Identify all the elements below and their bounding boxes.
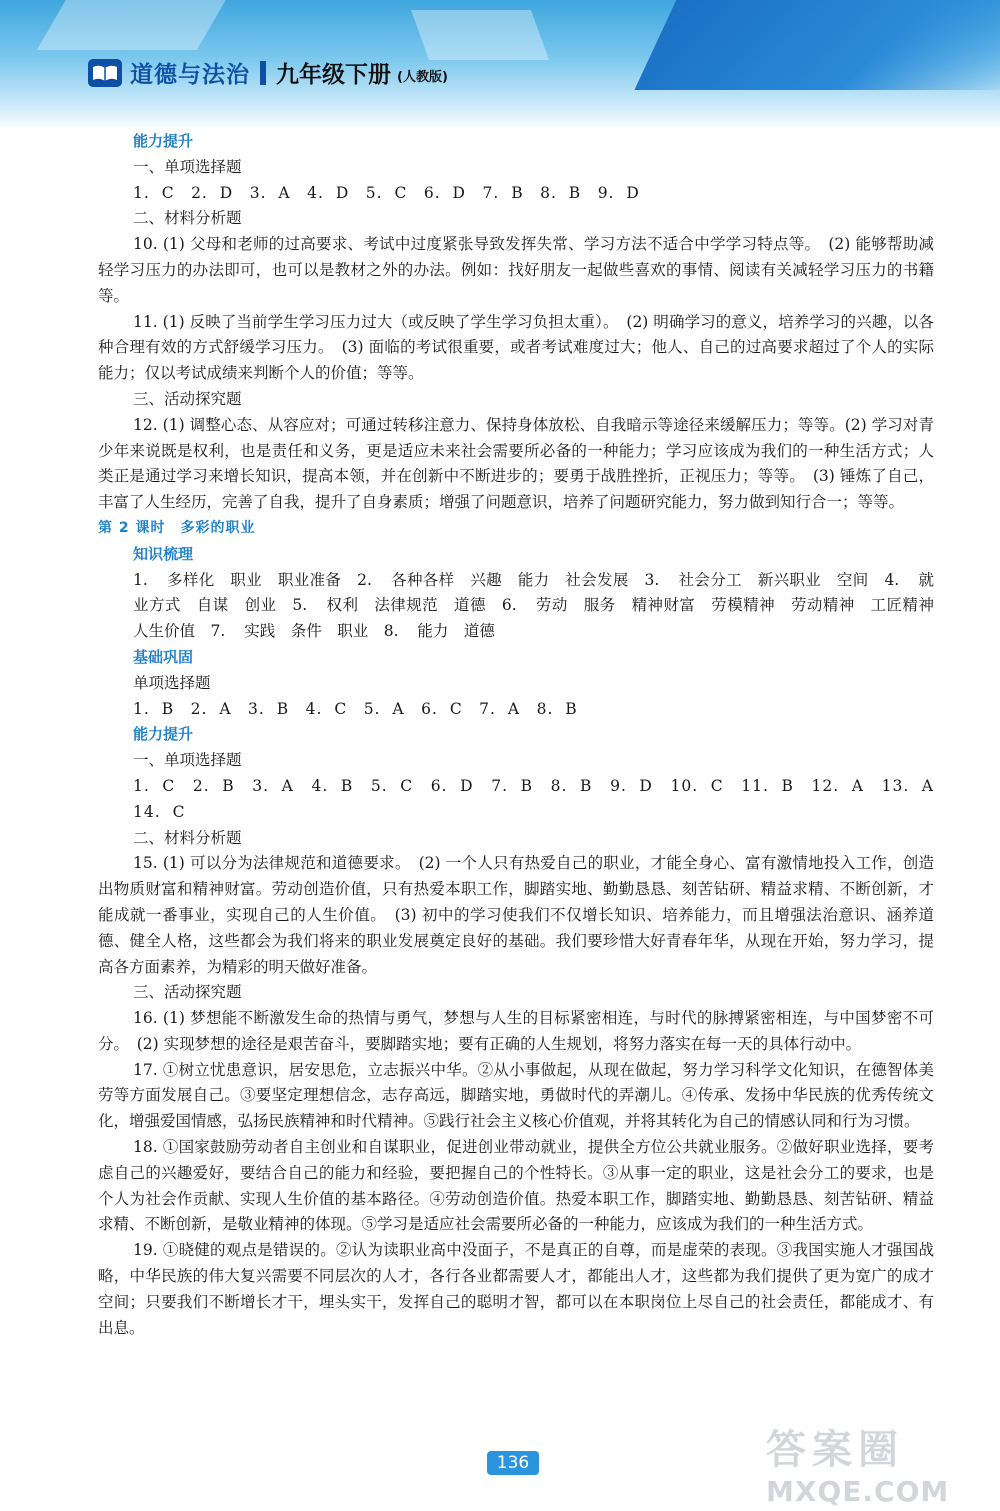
question-type-label: 三、活动探究题 [133,983,242,1002]
question-type-label: 二、材料分析题 [133,209,242,228]
edition-label: (人教版) [397,70,448,85]
section-heading: 能力提升 [133,132,194,150]
keyword-list: 1. 多样化 职业 职业准备 2. 各种各样 兴趣 能力 社会发展 3. 社会分工 新兴职业 空间 4. 就业方式 自谋 创业 5. 权利 法律规范 道德 6. 劳动 服务 精神财富 劳模精神 劳动精神 工匠精神 人生价值 7. 实践 条件 职业 8. 能力 道德 [133,570,950,641]
section-heading: 能力提升 [133,725,194,744]
page-number: 136 [487,1451,539,1475]
question-type-label: 二、材料分析题 [133,828,242,847]
section-heading: 基础巩固 [133,647,194,666]
banner-decoration [37,0,243,50]
question-type-label: 一、单项选择题 [133,157,242,176]
subject-title: 道德与法治 [130,62,250,88]
answer-paragraph: 19. ①晓健的观点是错误的。②认为读职业高中没面子，不是真正的自尊，而是虚荣的表现。③我国实施人才强国战略，中华民族的伟大复兴需要不同层次的人才，各行各业都需要人才，都能出人才，这些都为我们提供了更为宽广的成才空间；只要我们不断增长才干，埋头实干，发挥自己的聪明才智，都可以在本职岗位上尽自己的社会责任，都能成才、有出息。 [98,1241,934,1337]
watermark-url: MXQE.COM [766,1475,950,1508]
page-header [88,56,448,89]
section-heading: 知识梳理 [133,544,194,563]
grade-title: 九年级下册 [276,62,391,88]
answer-content [98,129,951,1341]
lesson-title: 第 2 课时 多彩的职业 [98,519,256,536]
question-type-label: 一、单项选择题 [133,751,242,770]
answer-paragraph: 16. (1) 梦想能不断激发生命的热情与勇气，梦想与人生的目标紧密相连，与时代的脉搏紧密相连，与中国梦密不可分。 (2) 实现梦想的途径是艰苦奋斗，要脚踏实地；要有正确的人生规划，将努力落实在每一天的具体行动中。 [98,1009,934,1053]
question-type-label: 单项选择题 [133,673,211,692]
banner-decoration [411,10,549,60]
answer-list: 1. B 2. A 3. B 4. C 5. A 6. C 7. A 8. B [133,699,578,718]
watermark-text: 答案圈 [766,1427,904,1473]
answer-paragraph: 17. ①树立忧患意识，居安思危，立志振兴中华。②从小事做起，从现在做起，努力学习科学文化知识，在德智体美劳等方面发展自己。③要坚定理想信念，志存高远，脚踏实地，勇做时代的弄潮儿。④传承、发扬中华民族的优秀传统文化，增强爱国情感，弘扬民族精神和时代精神。⑤践行社会主义核心价值观，并将其转化为自己的情感认同和行为习惯。 [98,1060,934,1131]
answer-paragraph: 18. ①国家鼓励劳动者自主创业和自谋职业，促进创业带动就业，提供全方位公共就业服务。②做好职业选择，要考虑自己的兴趣爱好，要结合自己的能力和经验，要把握自己的个性特长。③从事一定的职业，这是社会分工的要求，也是个人为社会作贡献、实现人生价值的基本路径。④劳动创造价值。热爱本职工作，脚踏实地、勤勤恳恳、刻苦钻研、精益求精、不断创新，是敬业精神的体现。⑤学习是适应社会需要所必备的一种能力，应该成为我们的一种生活方式。 [98,1138,934,1234]
title-separator [260,61,266,85]
open-book-icon [88,59,122,87]
answer-paragraph: 10. (1) 父母和老师的过高要求、考试中过度紧张导致发挥失常、学习方法不适合中学学习特点等。 (2) 能够帮助减轻学习压力的办法即可，也可以是教材之外的办法。例如：找好朋友一起做些喜欢的事情、阅读有关减轻学习压力的书籍等。 [98,235,934,305]
question-type-label: 三、活动探究题 [133,389,242,408]
answer-list: 1. C 2. D 3. A 4. D 5. C 6. D 7. B 8. B 9. D [133,183,640,202]
answer-paragraph: 12. (1) 调整心态、从容应对；可通过转移注意力、保持身体放松、自我暗示等途径来缓解压力；等等。(2) 学习对青少年来说既是权利，也是责任和义务，更是适应未来社会需要所必备的一种能力；学习应该成为我们的一种生活方式；人类正是通过学习来增长知识，提高本领，并在创新中不断进步的；要勇于战胜挫折，正视压力；等等。 (3) 锤炼了自己，丰富了人生经历，完善了自我，提升了自身素质；增强了问题意识，培养了问题研究能力，努力做到知行合一；等等。 [98,415,934,512]
banner-decoration [634,0,1000,90]
answer-paragraph: 11. (1) 反映了当前学生学习压力过大（或反映了学生学习负担太重）。 (2) 明确学习的意义，培养学习的兴趣，以各种合理有效的方式舒缓学习压力。 (3) 面临的考试很重要，或者考试难度过大；他人、自己的过高要求超过了个人的实际能力；仅以考试成绩来判断个人的价值；等等。 [98,312,934,383]
answer-list: 1. C 2. B 3. A 4. B 5. C 6. D 7. B 8. B 9. D 10. C 11. B 12. A 13. A 14. C [133,776,951,821]
watermark [766,1418,986,1508]
answer-paragraph: 15. (1) 可以分为法律规范和道德要求。 (2) 一个人只有热爱自己的职业，才能全身心、富有激情地投入工作，创造出物质财富和精神财富。劳动创造价值，只有热爱本职工作，脚踏实地、勤勤恳恳、刻苦钻研、精益求精、不断创新，才能成就一番事业，实现自己的人生价值。 (3) 初中的学习使我们不仅增长知识、培养能力，而且增强法治意识、涵养道德、健全人格，这些都会为我们将来的职业发展奠定良好的基础。我们要珍惜大好青春年华，从现在开始，努力学习，提高各方面素养，为精彩的明天做好准备。 [98,854,934,976]
